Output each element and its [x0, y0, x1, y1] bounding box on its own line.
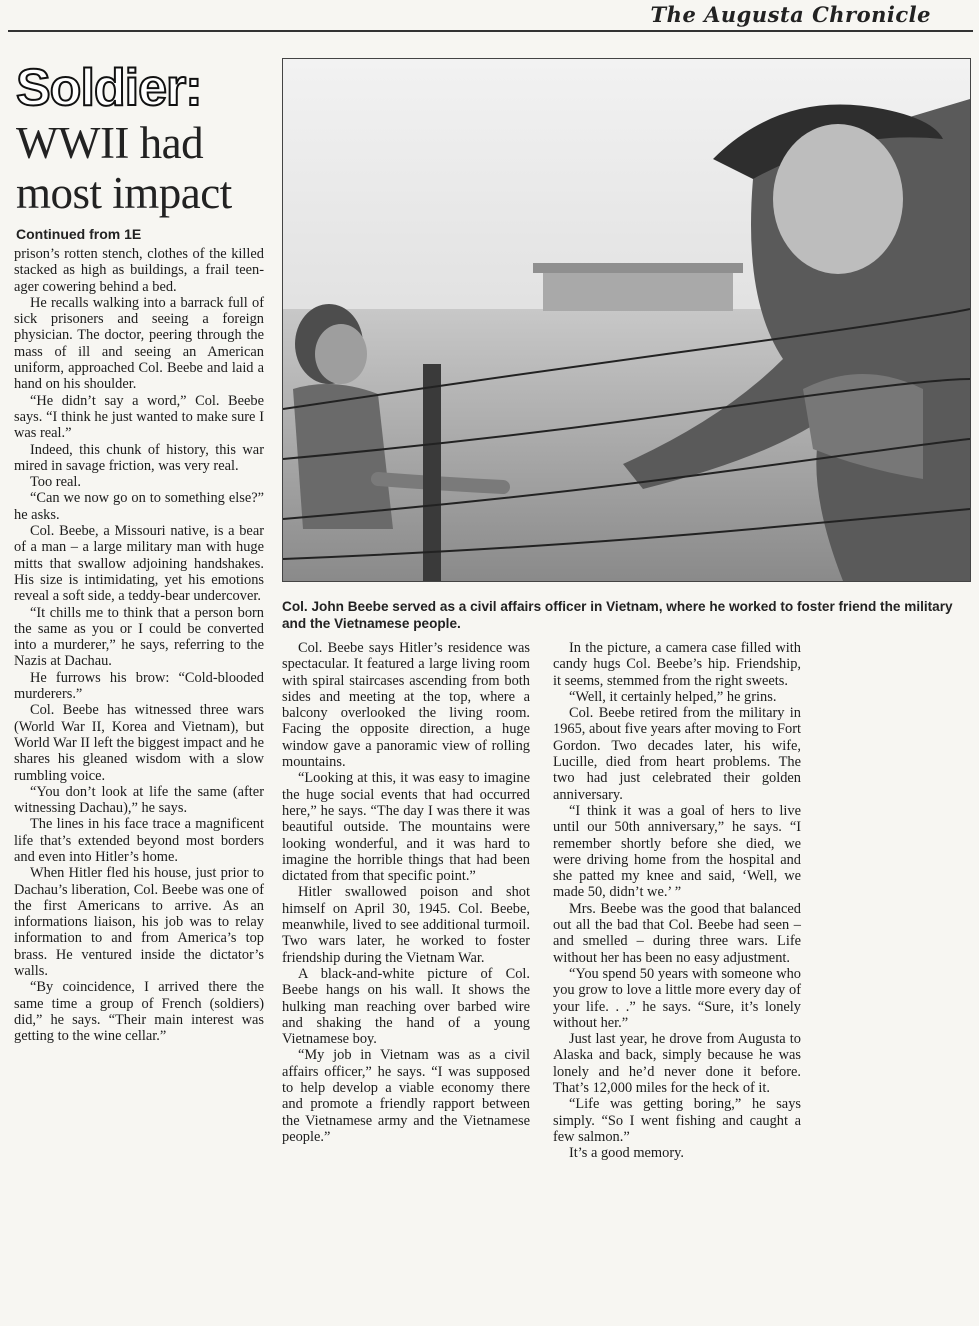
article-column-3	[553, 640, 801, 1162]
paragraph: “My job in Vietnam was as a civil affairs officer,” he says. “I was supposed to help develop a viable economy there and promote a friendly rapport between the Vietnamese army and the Vietnamese people.”	[282, 1047, 530, 1145]
paragraph: Indeed, this chunk of history, this war mired in savage friction, was very real.	[14, 441, 264, 474]
paragraph: “You spend 50 years with someone who you grow to love a little more every day of your life. . .” he says. “Sure, it’s lonely without her.”	[553, 965, 801, 1031]
paragraph: The lines in his face trace a magnificent life that’s extended beyond most borders and even into Hitler’s home.	[14, 816, 264, 865]
paragraph: prison’s rotten stench, clothes of the killed stacked as high as buildings, a frail teen-ager cowering behind a bed.	[14, 246, 264, 295]
paragraph: “Looking at this, it was easy to imagine the huge social events that had occurred here,” he says. “The day I was there it was beautiful outside. The mountains were looking wonderful, and it was hard to imagine the horrible things that had been dictated from that specific point.”	[282, 770, 530, 885]
paragraph: When Hitler fled his house, just prior to Dachau’s liberation, Col. Beebe was one of the first Americans to arrive. As an informations liaison, his job was to relay information to and from America’s top brass. He ventured inside the dictator’s walls.	[14, 865, 264, 980]
paragraph: “Well, it certainly helped,” he grins.	[569, 688, 777, 705]
paragraph: He furrows his brow: “Cold-blooded murderers.”	[14, 669, 264, 703]
paragraph: A black-and-white picture of Col. Beebe hangs on his wall. It shows the hulking man reaching over barbed wire and shaking the hand of a young Vietnamese boy.	[282, 965, 530, 1048]
masthead-rule	[8, 30, 973, 32]
headline	[16, 59, 271, 218]
paragraph: “Life was getting boring,” he says simply. “So I went fishing and caught a few salmon.”	[553, 1096, 801, 1145]
paragraph: In the picture, a camera case filled with candy hugs Col. Beebe’s hip. Friendship, it seems, stemmed from the right sweets.	[553, 640, 801, 689]
paragraph: “You don’t look at life the same (after witnessing Dachau),” he says.	[14, 783, 264, 817]
paragraph: “It chills me to think that a person born the same as you or I could be converted into a murderer,” he says, referring to the Nazis at Dachau.	[14, 604, 264, 670]
paragraph: “He didn’t say a word,” Col. Beebe says. “I think he just wanted to make sure I was real.”	[14, 392, 264, 442]
paragraph: “Can we now go on to something else?” he asks.	[14, 490, 264, 523]
photo-illustration	[283, 59, 970, 581]
paragraph: It’s a good memory.	[569, 1145, 684, 1162]
paragraph: “I think it was a goal of hers to live until our 50th anniversary,” he says. “I remember shortly before she died, we were driving home from the hospital and she patted my knee and said, ‘Well, we made 50, didn’t we.’ ”	[553, 802, 801, 901]
paragraph: “By coincidence, I arrived there the same time a group of French (soldiers) did,” he says. “Their main interest was getting to the wine cellar.”	[14, 979, 264, 1045]
paragraph: Hitler swallowed poison and shot himself on April 30, 1945. Col. Beebe, meanwhile, lived to see additional turmoil. Two wars later, he worked to foster friendship during the Vietnam War.	[282, 884, 530, 966]
article-column-1	[14, 246, 264, 1045]
paragraph: Col. Beebe, a Missouri native, is a bear of a man – a large military man with huge mitts that swallow adjoining handshakes. His size is intimidating, yet his emotions reveal a soft side, a teddy-bear undercover.	[14, 523, 264, 605]
paragraph: Mrs. Beebe was the good that balanced out all the bad that Col. Beebe had seen – and smelled – during three wars. Life without her has been no easy adjustment.	[553, 900, 801, 966]
continued-from-label: Continued from 1E	[16, 226, 142, 242]
paragraph: Just last year, he drove from Augusta to Alaska and back, simply because he was lonely and he’d never done it before. That’s 12,000 miles for the heck of it.	[553, 1031, 801, 1097]
paragraph: Col. Beebe says Hitler’s residence was spectacular. It featured a large living room with spiral staircases ascending from both sides and meeting at the top, where a balcony overlooked the living room. Facing the opposite direction, a huge window gave a panoramic view of rolling mountains.	[282, 640, 530, 771]
paragraph: Col. Beebe has witnessed three wars (World War II, Korea and Vietnam), but World War II left the biggest impact and he shares his gleaned wisdom with a slow rumbling voice.	[14, 702, 264, 784]
newspaper-name: The Augusta Chronicle	[650, 2, 931, 27]
masthead	[0, 0, 979, 30]
paragraph: He recalls walking into a barrack full of sick prisoners and seeing a foreign physician. The doctor, peering through the mass of ill and seeing an American uniform, approached Col. Beebe and laid a hand on his shoulder.	[14, 294, 264, 393]
photo-caption: Col. John Beebe served as a civil affairs officer in Vietnam, where he worked to foster friend the military and the Vietnamese people.	[282, 599, 953, 631]
news-photo	[282, 58, 971, 582]
paragraph: Too real.	[30, 474, 81, 491]
headline-kicker: Soldier:	[16, 59, 202, 117]
headline-line-1: WWII had	[16, 118, 204, 168]
headline-line-2: most impact	[16, 168, 232, 218]
article-column-2	[282, 640, 530, 1145]
paragraph: Col. Beebe retired from the military in 1965, about five years after moving to Fort Gordon. Two decades later, his wife, Lucille, died from heart problems. The two had just celebrated their golden anniversary.	[553, 705, 801, 803]
